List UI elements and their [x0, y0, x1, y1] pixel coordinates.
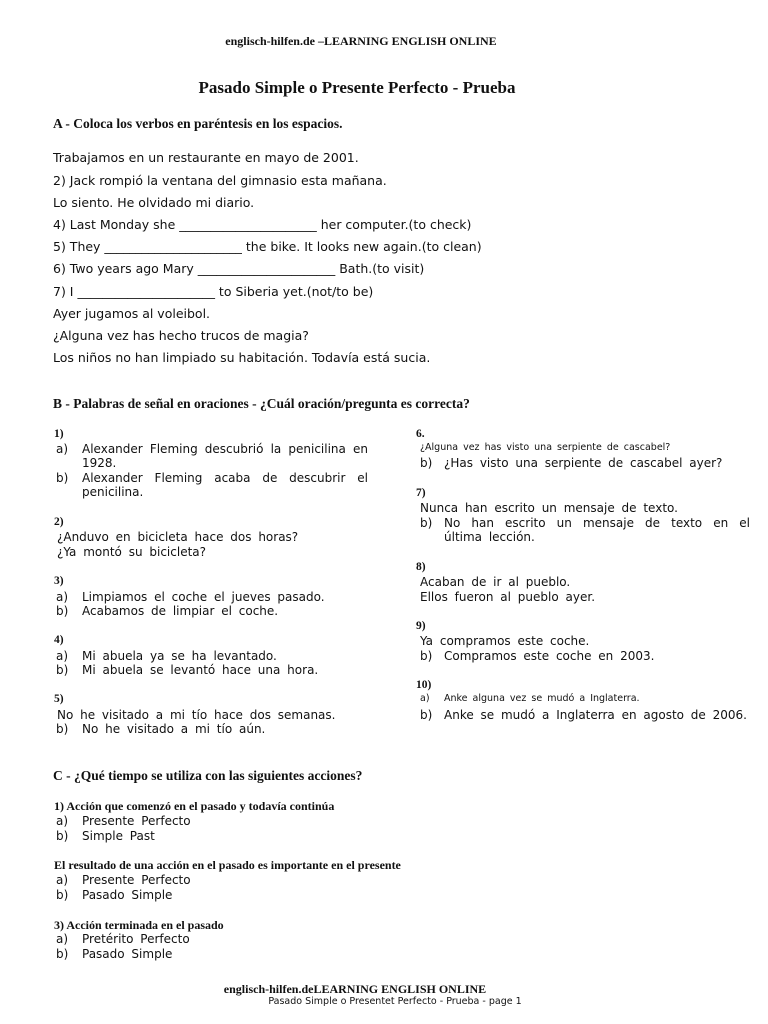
- option-text: Simple Past: [82, 829, 155, 843]
- c-q3-option-a: [56, 932, 190, 946]
- option-text: ¿Has visto una serpiente de cascabel ayer?: [444, 456, 723, 470]
- c-q2-option-a: [56, 873, 191, 887]
- option-label: b): [56, 947, 69, 961]
- option-label: b): [56, 888, 69, 902]
- option-label: b): [420, 649, 433, 663]
- option-label: b): [420, 456, 433, 470]
- b-q7-option-a: Nunca han escrito un mensaje de texto.: [420, 501, 678, 515]
- page-title: Pasado Simple o Presente Perfecto - Prueba: [198, 78, 516, 97]
- option-text: Acabamos de limpiar el coche.: [82, 604, 279, 618]
- b-q10-number: 10): [416, 679, 432, 691]
- option-label: a): [56, 590, 69, 604]
- section-a-line-6: 6) Two years ago Mary ______________________ Bath.(to visit): [53, 261, 425, 276]
- option-label: b): [56, 471, 69, 485]
- option-text: Anke se mudó a Inglaterra en agosto de 2006.: [444, 708, 747, 722]
- option-text: Mi abuela se levantó hace una hora.: [82, 663, 319, 677]
- option-label: a): [56, 873, 69, 887]
- section-a-line-10: Los niños no han limpiado su habitación. Todavía está sucia.: [53, 350, 431, 365]
- section-a-line-8: Ayer jugamos al voleibol.: [53, 306, 211, 321]
- option-text: Alexander Fleming descubrió la penicilina en 1928.: [82, 442, 368, 470]
- option-label: b): [56, 663, 69, 677]
- option-label: b): [420, 708, 433, 722]
- section-a-line-9: ¿Alguna vez has hecho trucos de magia?: [53, 328, 309, 343]
- b-q2-option-a: ¿Anduvo en bicicleta hace dos horas?: [57, 530, 299, 544]
- b-q6-option-a: ¿Alguna vez has visto una serpiente de cascabel?: [420, 442, 671, 453]
- option-text: Alexander Fleming acaba de descubrir el penicilina.: [82, 471, 368, 499]
- b-q3-option-a: [56, 590, 325, 604]
- b-q1-number: 1): [54, 428, 64, 440]
- option-text: Presente Perfecto: [82, 873, 191, 887]
- section-a-line-2: 2) Jack rompió la ventana del gimnasio esta mañana.: [53, 173, 387, 188]
- b-q8-option-b: Ellos fueron al pueblo ayer.: [420, 590, 596, 604]
- b-q6-option-b: [420, 456, 722, 470]
- b-q10-option-a: [420, 693, 640, 704]
- section-a-line-1: Trabajamos en un restaurante en mayo de 2001.: [53, 150, 359, 165]
- c-q2-prompt: El resultado de una acción en el pasado es importante en el presente: [54, 858, 401, 872]
- option-text: Compramos este coche en 2003.: [444, 649, 655, 663]
- option-text: Pretérito Perfecto: [82, 932, 190, 946]
- option-text: Presente Perfecto: [82, 814, 191, 828]
- option-label: b): [56, 604, 69, 618]
- section-a-line-3: Lo siento. He olvidado mi diario.: [53, 195, 255, 210]
- option-text: Pasado Simple: [82, 888, 173, 902]
- option-label: a): [56, 814, 69, 828]
- footer-site: englisch-hilfen.deLEARNING ENGLISH ONLINE: [223, 982, 487, 996]
- b-q3-option-b: [56, 604, 278, 618]
- section-a-line-4: 4) Last Monday she ______________________ her computer.(to check): [53, 217, 472, 232]
- b-q1-option-a: [56, 442, 368, 470]
- option-label: b): [56, 722, 69, 736]
- option-text: Anke alguna vez se mudó a Inglaterra.: [444, 693, 640, 704]
- c-q1-option-b: [56, 829, 155, 843]
- option-text: Mi abuela ya se ha levantado.: [82, 649, 277, 663]
- option-label: a): [420, 693, 430, 704]
- c-q3-option-b: [56, 947, 172, 961]
- option-label: a): [56, 442, 69, 456]
- b-q9-option-a: Ya compramos este coche.: [420, 634, 590, 648]
- b-q2-option-b: ¿Ya montó su bicicleta?: [57, 545, 207, 559]
- option-text: Pasado Simple: [82, 947, 173, 961]
- b-q8-number: 8): [416, 561, 426, 573]
- b-q7-option-b: [420, 516, 752, 544]
- option-text: No han escrito un mensaje de texto en el última lección.: [444, 516, 750, 544]
- option-label: b): [56, 829, 69, 843]
- b-q8-option-a: Acaban de ir al pueblo.: [420, 575, 571, 589]
- b-q5-number: 5): [54, 693, 64, 705]
- section-b-heading: B - Palabras de señal en oraciones - ¿Cuál oración/pregunta es correcta?: [53, 396, 470, 411]
- b-q2-number: 2): [54, 516, 64, 528]
- b-q4-number: 4): [54, 634, 64, 646]
- c-q2-option-b: [56, 888, 172, 902]
- footer-page-label: Pasado Simple o Presentet Perfecto - Prueba - page 1: [268, 996, 522, 1007]
- section-a-heading: A - Coloca los verbos en paréntesis en los espacios.: [53, 116, 343, 131]
- section-a-line-5: 5) They ______________________ the bike. It looks new again.(to clean): [53, 239, 482, 254]
- option-text: Limpiamos el coche el jueves pasado.: [82, 590, 325, 604]
- b-q10-option-b: [420, 708, 747, 722]
- option-text: No he visitado a mi tío aún.: [82, 722, 266, 736]
- b-q4-option-b: [56, 663, 318, 677]
- b-q5-option-a: No he visitado a mi tío hace dos semanas.: [57, 708, 336, 722]
- b-q6-number: 6.: [416, 428, 425, 440]
- c-q3-prompt: 3) Acción terminada en el pasado: [54, 918, 224, 932]
- option-label: b): [420, 516, 433, 530]
- b-q1-option-b: [56, 471, 368, 499]
- section-a-line-7: 7) I ______________________ to Siberia yet.(not/to be): [53, 284, 374, 299]
- option-label: a): [56, 649, 69, 663]
- b-q7-number: 7): [416, 487, 426, 499]
- b-q9-number: 9): [416, 620, 426, 632]
- section-c-heading: C - ¿Qué tiempo se utiliza con las siguientes acciones?: [53, 768, 363, 783]
- b-q4-option-a: [56, 649, 277, 663]
- c-q1-prompt: 1) Acción que comenzó en el pasado y todavía continúa: [54, 799, 335, 813]
- b-q5-option-b: [56, 722, 265, 736]
- page-header: englisch-hilfen.de –LEARNING ENGLISH ONLINE: [225, 34, 497, 48]
- b-q9-option-b: [420, 649, 654, 663]
- option-label: a): [56, 932, 69, 946]
- c-q1-option-a: [56, 814, 191, 828]
- b-q3-number: 3): [54, 575, 64, 587]
